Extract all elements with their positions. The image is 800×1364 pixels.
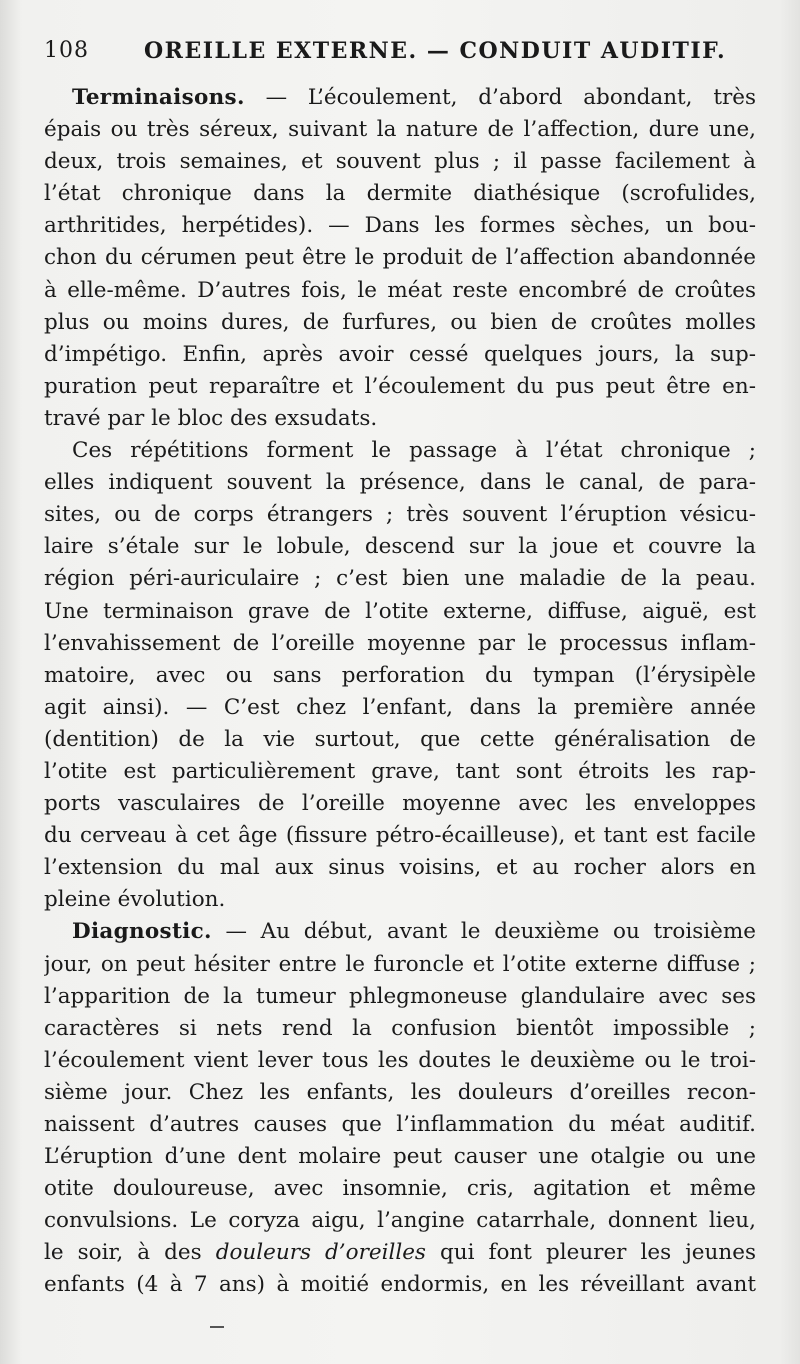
text-line: pleine évolution. (44, 887, 226, 913)
text-line: Une terminaison grave de l’otite externe, diffuse, aiguë, est (44, 598, 756, 624)
text-line: l’otite est particulièrement grave, tant sont étroits les rap- (44, 758, 756, 784)
text-line: matoire, avec ou sans perforation du tympan (l’érysipèle (44, 662, 756, 688)
text-line: Ces répétitions forment le passage à l’état chronique ; (72, 438, 756, 464)
text-line: ports vasculaires de l’oreille moyenne avec les enveloppes (44, 791, 756, 817)
text-line: enfants (4 à 7 ans) à moitié endormis, en les réveillant avant (44, 1272, 756, 1298)
page-number: 108 (44, 38, 89, 63)
text-line: caractères si nets rend la confusion bientôt impossible ; (44, 1015, 756, 1041)
text-line: puration peut reparaître et l’écoulement du pus peut être en- (44, 373, 756, 399)
text-line: région péri-auriculaire ; c’est bien une maladie de la peau. (44, 566, 756, 592)
text-line: agit ainsi). — C’est chez l’enfant, dans la première année (44, 694, 756, 720)
text-line: travé par le bloc des exsudats. (44, 405, 378, 431)
text-line: convulsions. Le coryza aigu, l’angine catarrhale, donnent lieu, (44, 1208, 756, 1234)
text-line: Diagnostic. — Au début, avant le deuxième ou troisième (72, 919, 756, 945)
text-line: (dentition) de la vie surtout, que cette généralisation de (44, 726, 756, 752)
text-line: sites, ou de corps étrangers ; très souvent l’éruption vésicu- (44, 502, 756, 528)
running-head: OREILLE EXTERNE. — CONDUIT AUDITIF. (144, 38, 727, 64)
text-line: le soir, à des douleurs d’oreilles qui font pleurer les jeunes (44, 1240, 756, 1266)
text-line: naissent d’autres causes que l’inflammation du méat auditif. (44, 1112, 756, 1137)
text-line: Terminaisons. — L’écoulement, d’abord abondant, très (72, 85, 756, 110)
italic-phrase: douleurs d’oreilles (215, 1240, 426, 1266)
body-text (44, 82, 756, 1302)
text-line: l’état chronique dans la dermite diathésique (scrofulides, (44, 181, 756, 207)
text-line: épais ou très séreux, suivant la nature de l’affection, dure une, (44, 117, 756, 143)
section-heading-terminaisons: Terminaisons. (72, 85, 245, 110)
text-line: chon du cérumen peut être le produit de l’affection abandonnée (44, 245, 756, 271)
text-line: elles indiquent souvent la présence, dans le canal, de para- (44, 470, 756, 496)
text-line: jour, on peut hésiter entre le furoncle et l’otite externe diffuse ; (44, 951, 756, 977)
text-line: l’apparition de la tumeur phlegmoneuse glandulaire avec ses (44, 983, 756, 1009)
text-line: du cerveau à cet âge (fissure pétro-écailleuse), et tant est facile (44, 823, 756, 849)
text-line: à elle-même. D’autres fois, le méat reste encombré de croûtes (44, 277, 756, 303)
text-line: arthritides, herpétides). — Dans les formes sèches, un bou- (44, 213, 756, 239)
section-heading-diagnostic: Diagnostic. (72, 919, 212, 945)
text-line: l’envahissement de l’oreille moyenne par le processus inflam- (44, 630, 756, 656)
text-line: laire s’étale sur le lobule, descend sur la joue et couvre la (44, 534, 756, 560)
text-line: otite douloureuse, avec insomnie, cris, agitation et même (44, 1176, 756, 1202)
text-line: plus ou moins dures, de furfures, ou bien de croûtes molles (44, 309, 756, 335)
text-line: l’extension du mal aux sinus voisins, et au rocher alors en (44, 855, 756, 881)
page-header (44, 38, 764, 70)
text-line: d’impétigo. Enfin, après avoir cessé quelques jours, la sup- (44, 341, 756, 367)
text-line: deux, trois semaines, et souvent plus ; il passe facilement à (44, 149, 756, 175)
text-line: sième jour. Chez les enfants, les douleurs d’oreilles recon- (44, 1079, 756, 1105)
text-line: L’éruption d’une dent molaire peut causer une otalgie ou une (44, 1144, 756, 1170)
page-bottom-mark (210, 1326, 224, 1328)
text-line: l’écoulement vient lever tous les doutes le deuxième ou le troi- (44, 1047, 756, 1073)
